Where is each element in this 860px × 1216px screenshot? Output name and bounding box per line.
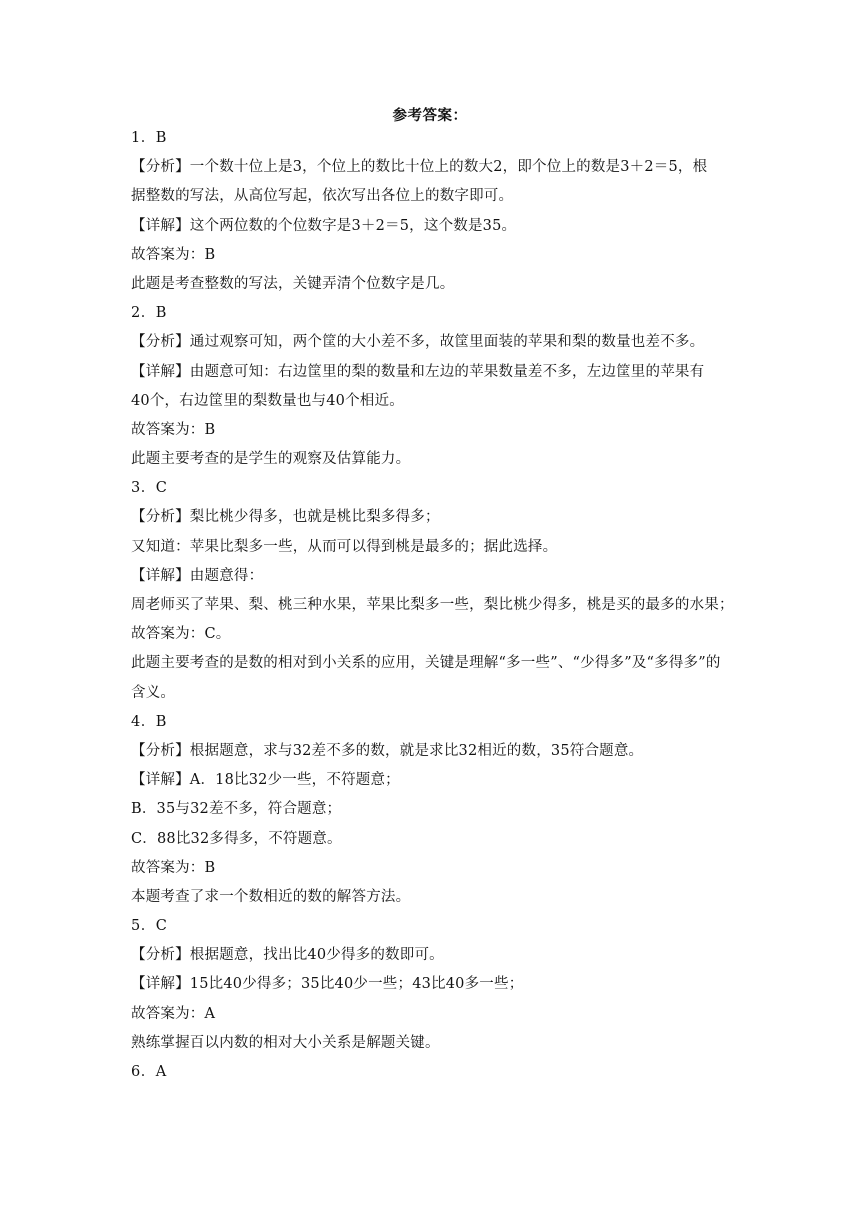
comment-line: 含义。 xyxy=(131,684,176,701)
explanation-line: 【详解】由题意得： xyxy=(131,567,264,584)
analysis-line: 【分析】根据题意，找出比40少得多的数即可。 xyxy=(131,947,444,964)
analysis-line: 【分析】通过观察可知，两个筐的大小差不多，故筐里面装的苹果和梨的数量也差不多。 xyxy=(131,334,705,351)
question-number: 2．B xyxy=(131,305,167,322)
question-number: 6．A xyxy=(131,1064,167,1080)
explanation-line: C．88比32多得多，不符题意。 xyxy=(131,830,342,847)
question-number: 3．C xyxy=(131,480,168,497)
explanation-line: 【详解】这个两位数的个位数字是3＋2＝5，这个数是35。 xyxy=(131,217,517,234)
answer-line: 故答案为：B xyxy=(131,859,216,876)
comment-line: 本题考查了求一个数相近的数的解答方法。 xyxy=(131,888,411,905)
analysis-line: 【分析】一个数十位上是3，个位上的数比十位上的数大2，即个位上的数是3＋2＝5，根 xyxy=(131,159,708,176)
answer-line: 故答案为：B xyxy=(131,246,216,263)
explanation-line: 【详解】由题意可知：右边筐里的梨的数量和左边的苹果数量差不多，左边筐里的苹果有 xyxy=(131,363,705,380)
comment-line: 熟练掌握百以内数的相对大小关系是解题关键。 xyxy=(131,1034,440,1051)
explanation-line: 周老师买了苹果、梨、桃三种水果，苹果比梨多一些，梨比桃少得多，桃是买的最多的水果； xyxy=(131,597,734,613)
comment-line: 此题主要考查的是学生的观察及估算能力。 xyxy=(131,451,411,468)
explanation-line: 【详解】15比40少得多；35比40少一些；43比40多一些； xyxy=(131,976,524,993)
explanation-line: 40个，右边筐里的梨数量也与40个相近。 xyxy=(131,392,404,409)
question-number: 4．B xyxy=(131,713,167,730)
answer-line: 故答案为：B xyxy=(131,421,216,438)
page-title: 参考答案： xyxy=(392,107,468,124)
explanation-line: 【详解】A．18比32少一些，不符题意； xyxy=(131,772,400,789)
answer-line: 故答案为：A xyxy=(131,1005,216,1022)
answer-content xyxy=(131,124,734,1087)
question-number: 5．C xyxy=(131,918,168,935)
question-number: 1．B xyxy=(131,130,167,146)
analysis-line: 据整数的写法，从高位写起，依次写出各位上的数字即可。 xyxy=(131,188,514,205)
comment-line: 此题是考查整数的写法，关键弄清个位数字是几。 xyxy=(131,275,455,292)
analysis-line: 又知道：苹果比梨多一些，从而可以得到桃是最多的；据此选择。 xyxy=(131,538,558,555)
analysis-line: 【分析】梨比桃少得多，也就是桃比梨多得多； xyxy=(131,509,440,526)
answer-line: 故答案为：C。 xyxy=(131,626,231,643)
comment-line: 此题主要考查的是数的相对到小关系的应用，关键是理解“多一些”、“少得多”及“多得多”的 xyxy=(131,655,721,672)
explanation-line: B．35与32差不多，符合题意； xyxy=(131,801,342,818)
analysis-line: 【分析】根据题意，求与32差不多的数，就是求比32相近的数，35符合题意。 xyxy=(131,742,644,759)
